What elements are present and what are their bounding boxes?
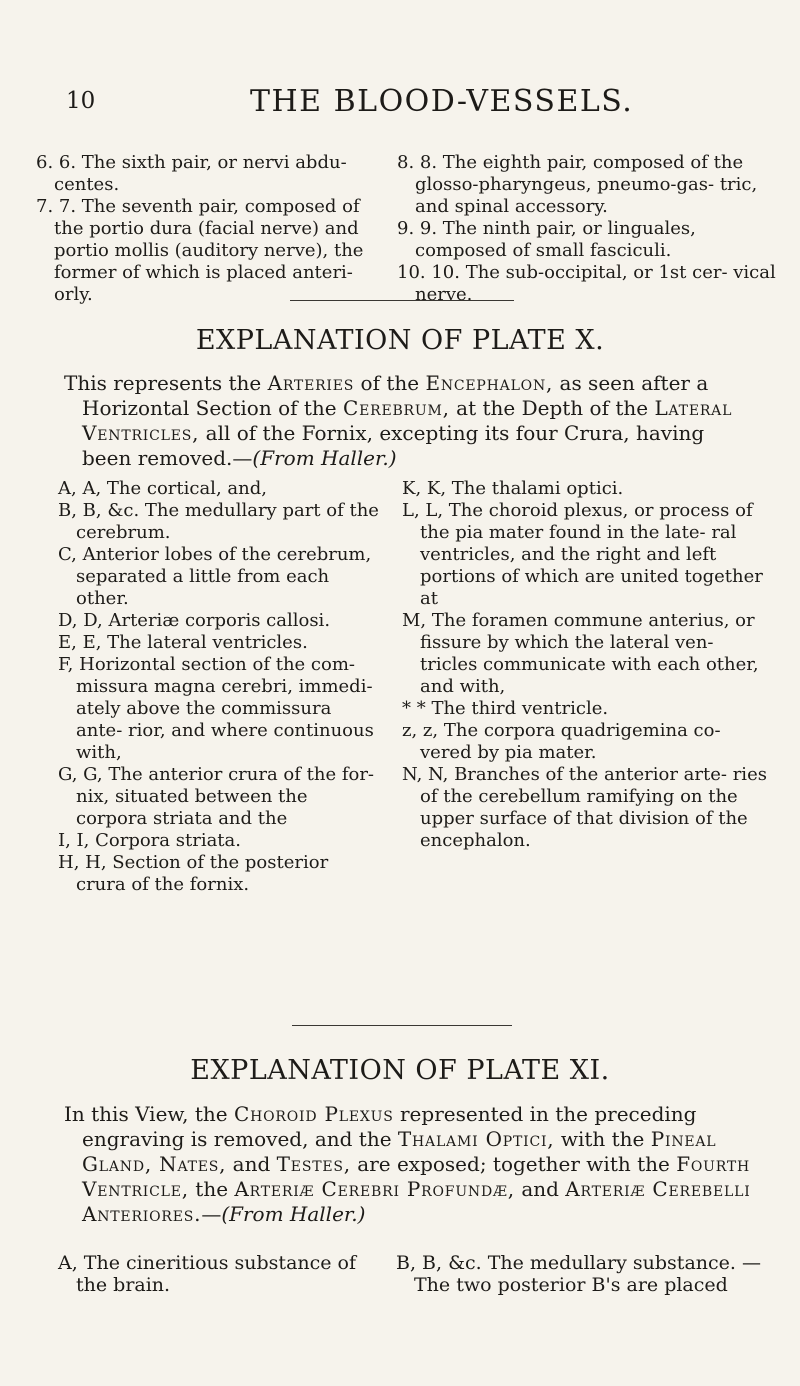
nerves-right-column (397, 152, 777, 306)
legend-item: B, B, &c. The medullary substance. —The two posterior B's are placed (396, 1252, 761, 1296)
running-head: THE BLOOD-VESSELS. (250, 84, 634, 119)
section-divider (290, 300, 514, 301)
legend-item: E, E, The lateral ventricles. (58, 632, 308, 653)
plate-x-intro: This represents the Arteries of the Encephalon, as seen after a Horizontal Section of the Cerebrum, at the Depth of the Lateral Ventricles, all of the Fornix, excepting its four Crura, having been removed.—(From Haller.) (64, 371, 733, 470)
nerve-item: 7. 7. The seventh pair, composed of the portio dura (facial nerve) and portio mollis (auditory nerve), the former of which is placed anteri- orly. (36, 196, 364, 305)
legend-item: N, N, Branches of the anterior arte- ries of the cerebellum ramifying on the upper surface of that division of the encephalon. (402, 764, 767, 851)
source-citation: (From Haller.) (221, 1202, 366, 1226)
plate-xi-intro: In this View, the Choroid Plexus represented in the preceding engraving is removed, and the Thalami Optici, with the Pineal Gland, Nates, and Testes, are exposed; together with the Fourth Ventricle, the Arteriæ Cerebri Profundæ, and Arteriæ Cerebelli Anteriores.—(From Haller.) (64, 1102, 751, 1226)
plate-x-title: EXPLANATION OF PLATE X. (195, 325, 605, 356)
legend-item: C, Anterior lobes of the cerebrum, separated a little from each other. (58, 544, 372, 609)
nerve-item: 6. 6. The sixth pair, or nervi abdu- centes. (36, 152, 347, 195)
legend-item: z, z, The corpora quadrigemina co- vered by pia mater. (402, 720, 721, 763)
legend-item: F, Horizontal section of the com- missura magna cerebri, immedi- ately above the commissura ante- rior, and where continuous with, (58, 654, 374, 763)
plate-x-left-column (58, 478, 383, 896)
source-citation: (From Haller.) (252, 446, 397, 470)
legend-item: A, The cineritious substance of the brain. (58, 1252, 357, 1296)
legend-item: I, I, Corpora striata. (58, 830, 241, 851)
nerve-item: 10. 10. The sub-occipital, or 1st cer- vical nerve. (397, 262, 776, 305)
page-header (0, 84, 800, 128)
nerves-left-column (36, 152, 381, 306)
section-divider (292, 1025, 512, 1026)
legend-item: M, The foramen commune anterius, or fissure by which the lateral ven- tricles communicate with each other, and with, (402, 610, 759, 697)
legend-item: H, H, Section of the posterior crura of the fornix. (58, 852, 329, 895)
plate-xi-right-column (396, 1252, 772, 1296)
nerve-item: 8. 8. The eighth pair, composed of the glosso-pharyngeus, pneumo-gas- tric, and spinal accessory. (397, 152, 758, 217)
legend-item: B, B, &c. The medullary part of the cerebrum. (58, 500, 379, 543)
legend-item: L, L, The choroid plexus, or process of the pia mater found in the late- ral ventricles, and the right and left portions of which are united together at (402, 500, 763, 609)
legend-item: * * The third ventricle. (402, 698, 609, 719)
legend-item: D, D, Arteriæ corporis callosi. (58, 610, 331, 631)
plate-xi-title: EXPLANATION OF PLATE XI. (190, 1055, 610, 1086)
legend-item: K, K, The thalami optici. (402, 478, 624, 499)
page-number: 10 (66, 88, 96, 114)
nerve-item: 9. 9. The ninth pair, or linguales, composed of small fasciculi. (397, 218, 696, 261)
plate-x-right-column (402, 478, 770, 852)
legend-item: A, A, The cortical, and, (58, 478, 267, 499)
legend-item: G, G, The anterior crura of the for- nix, situated between the corpora striata and the (58, 764, 375, 829)
plate-xi-left-column (58, 1252, 383, 1296)
